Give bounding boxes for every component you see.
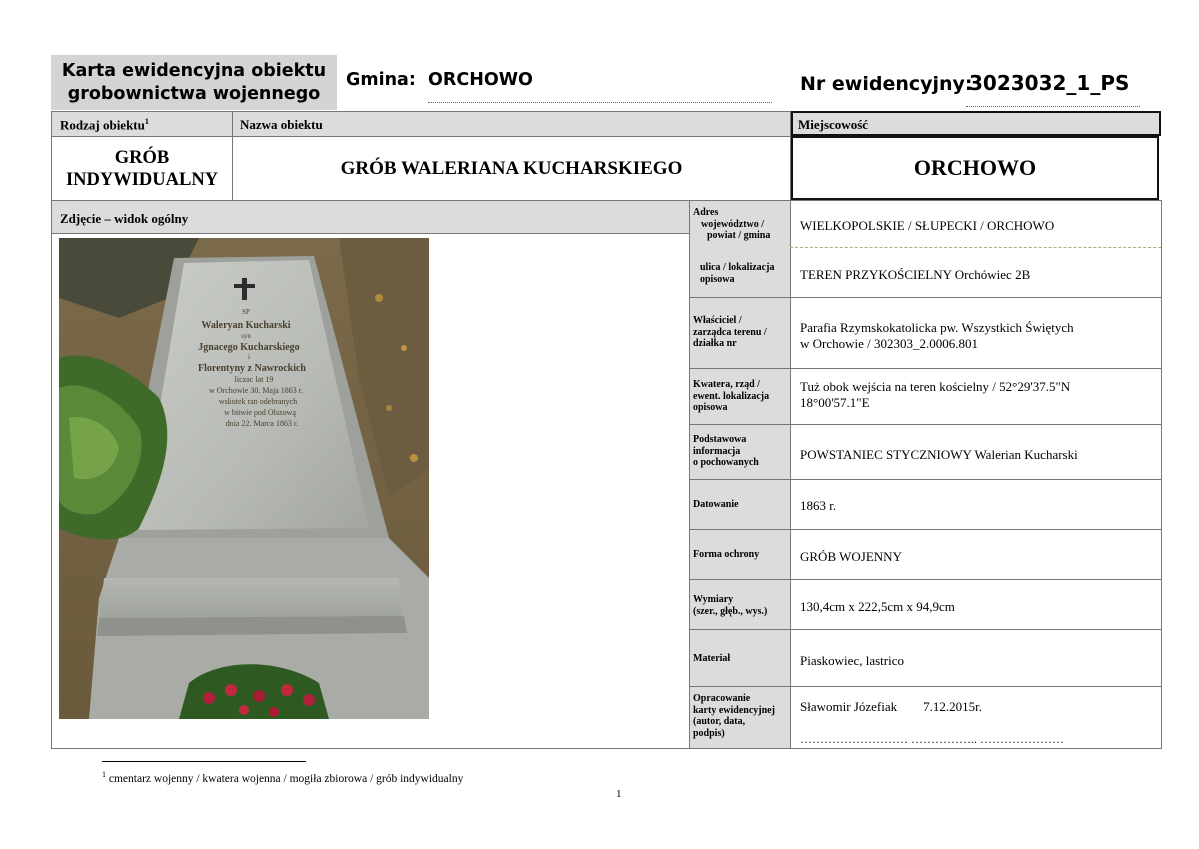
label-line: ulica / lokalizacja (700, 262, 775, 273)
label-line: Właściciel / (693, 315, 742, 326)
material-value: Piaskowiec, lastrico (800, 653, 904, 668)
rule (690, 297, 1161, 298)
dating-value: 1863 r. (800, 498, 837, 513)
value-line: Tuż obok wejścia na teren kościelny / 52°29'37.5"N (800, 379, 1071, 394)
footnote-ref: 1 (144, 117, 149, 126)
footnote-text: cmentarz wojenny / kwatera wojenna / mogiła zbiorowa / grób indywidualny (108, 772, 464, 785)
owner-label (693, 315, 767, 350)
locality-header: Miejscowość (798, 117, 869, 132)
inscription-line: liczac lat 19 (234, 375, 274, 384)
card-title-line2: grobownictwa wojennego (67, 83, 321, 104)
protection-value: GRÓB WOJENNY (800, 549, 902, 564)
value-line: w Orchowie / 302303_2.0006.801 (800, 336, 979, 351)
label-line: Kwatera, rząd / (693, 379, 760, 390)
dimensions-value: 130,4cm x 222,5cm x 94,9cm (800, 599, 955, 614)
inscription-line: w Orchowie 30. Maja 1863 r. (209, 386, 303, 395)
page-number: 1 (616, 788, 622, 800)
address-value: WIELKOPOLSKIE / SŁUPECKI / ORCHOWO (800, 218, 1055, 233)
author-label (693, 693, 775, 739)
buried-info-label (693, 434, 759, 469)
street-label (700, 262, 774, 285)
label-line: karty ewidencyjnej (693, 704, 775, 716)
label-line: Adres (693, 207, 719, 218)
label-line: podpis) (693, 727, 725, 739)
rule (690, 579, 1161, 580)
card-title (51, 55, 337, 110)
object-type-line2: INDYWIDUALNY (65, 169, 219, 190)
value-line: Parafia Rzymskokatolicka pw. Wszystkich Świętych (800, 320, 1074, 335)
rule (232, 111, 233, 200)
inscription-line: SP (242, 308, 250, 316)
rule (51, 748, 1162, 749)
inscription-line: wskutek ran odebranych (218, 397, 298, 406)
label-line: Podstawowa (693, 434, 747, 445)
object-name-header: Nazwa obiektu (240, 117, 323, 132)
object-type-header (60, 117, 149, 133)
rule (690, 368, 1161, 369)
grave-photo-image (59, 238, 429, 719)
inscription-line: w bitwie pod Olszową (224, 408, 296, 417)
label-line: o pochowanych (693, 457, 759, 468)
grave-photo (59, 238, 429, 719)
label-line: informacja (693, 445, 741, 457)
rule (51, 136, 791, 137)
column-header-bg (52, 112, 790, 136)
dimensions-label (693, 594, 767, 617)
rule (690, 629, 1161, 630)
dating-label: Datowanie (693, 499, 739, 510)
rule (689, 200, 690, 749)
material-label: Materiał (693, 653, 731, 664)
dashed-rule (790, 247, 1161, 248)
footnote-marker: 1 (102, 770, 106, 779)
label-line: działka nr (693, 338, 737, 349)
rule (790, 111, 791, 200)
rule (51, 233, 689, 234)
object-type-value (52, 137, 232, 200)
record-number-label: Nr ewidencyjny: (800, 73, 973, 95)
label-line: Opracowanie (693, 693, 751, 704)
address-label (693, 207, 770, 242)
gmina-label: Gmina: (346, 70, 416, 90)
rule (1161, 200, 1162, 749)
inscription-line: Florentyny z Nawrockich (198, 363, 306, 374)
footnote (102, 770, 463, 785)
signature-dots: ……………………… …………….. ………………… (800, 732, 1064, 746)
label-line: (autor, data, (693, 716, 746, 727)
author-value: Sławomir Józefiak 7.12.2015r. (800, 699, 982, 714)
location-value (800, 379, 1070, 411)
inscription-line: dnia 22. Marca 1863 r. (225, 419, 299, 428)
label-line: (szer., głęb., wys.) (693, 605, 768, 617)
label-line: zarządca terenu / (693, 326, 767, 338)
buried-info-value: POWSTANIEC STYCZNIOWY Walerian Kucharski (800, 447, 1078, 462)
rule (690, 479, 1161, 480)
record-number-value: 3023032_1_PS (969, 71, 1130, 95)
gmina-underline (428, 102, 772, 103)
label-line: opisowa (700, 273, 735, 285)
gmina-value: ORCHOWO (428, 70, 533, 90)
owner-value (800, 320, 1074, 352)
inscription-line: i (248, 353, 250, 361)
inscription-line: Waleryan Kucharski (201, 320, 291, 331)
inscription-line: syn (241, 332, 251, 340)
rule (690, 529, 1161, 530)
label-line: Wymiary (693, 594, 734, 605)
rule (51, 111, 791, 112)
photo-label: Zdjęcie – widok ogólny (60, 211, 189, 226)
label-line: województwo / (701, 218, 765, 230)
footnote-separator (102, 761, 306, 762)
protection-label: Forma ochrony (693, 549, 760, 560)
object-name-value: GRÓB WALERIANA KUCHARSKIEGO (340, 157, 683, 179)
rule (790, 200, 791, 749)
rule (690, 686, 1161, 687)
label-line: opisowa (693, 402, 728, 413)
record-number-underline (966, 106, 1140, 107)
object-type-line1: GRÓB (114, 147, 170, 168)
street-value: TEREN PRZYKOŚCIELNY Orchówiec 2B (800, 267, 1031, 282)
card-title-line1: Karta ewidencyjna obiektu (61, 60, 327, 81)
inscription-line: Jgnacego Kucharskiego (198, 342, 300, 353)
location-label (693, 379, 769, 414)
rule (690, 424, 1161, 425)
label-line: powiat / gmina (707, 230, 771, 241)
label-line: ewent. lokalizacja (693, 390, 770, 402)
value-line: 18°00'57.1"E (800, 395, 870, 410)
locality-value: ORCHOWO (791, 136, 1159, 200)
object-type-header-text: Rodzaj obiektu (60, 117, 145, 133)
